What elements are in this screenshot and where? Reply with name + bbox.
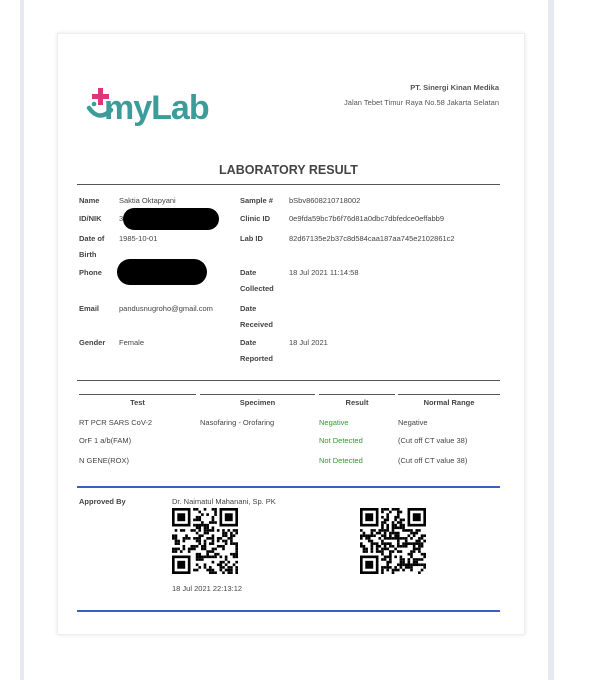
section-divider [77,486,500,488]
table-cell-test: OrF 1 a/b(FAM) [79,436,132,445]
table-cell-range: (Cut off CT value 38) [398,436,468,445]
phone-label: Phone [79,268,102,277]
email-value: pandusnugroho@gmail.com [119,304,213,313]
email-label: Email [79,304,100,313]
table-cell-test: N GENE(ROX) [79,456,130,465]
approval-timestamp: 18 Jul 2021 22:13:12 [172,584,243,593]
date-received-label-line1: Date [240,304,257,313]
report-title: LABORATORY RESULT [219,163,358,177]
signature-qr-code [172,508,238,574]
footer-divider [77,610,500,612]
table-cell-result: Not Detected [319,436,363,445]
verification-qr-code [360,508,426,574]
date-collected-label-line1: Date [240,268,257,277]
redaction-mark [117,259,207,285]
company-address: Jalan Tebet Timur Raya No.58 Jakarta Selatan [344,98,499,107]
dob-label-line2: Birth [79,250,97,259]
table-cell-result: Negative [319,418,349,427]
redaction-mark [123,208,219,230]
date-collected-value: 18 Jul 2021 11:14:58 [289,268,359,277]
idnik-label: ID/NIK [79,214,102,223]
date-received-label-line2: Received [240,320,273,329]
idnik-value: 3 [119,214,124,223]
gender-label: Gender [79,338,106,347]
column-header-specimen: Specimen [200,394,315,407]
company-name: PT. Sinergi Kinan Medika [410,83,499,92]
dob-label-line1: Date of [79,234,105,243]
date-reported-value: 18 Jul 2021 [289,338,328,347]
column-header-test: Test [79,394,196,407]
table-cell-range: (Cut off CT value 38) [398,456,468,465]
lab-id-value: 82d67135e2b37c8d584caa187aa745e2102861c2 [289,234,455,243]
date-reported-label-line2: Reported [240,354,273,363]
name-label: Name [79,196,100,205]
sample-label: Sample # [240,196,273,205]
lab-id-label: Lab ID [240,234,263,243]
page-edge-left [20,0,24,680]
patient-name: Saktia Oktapyani [119,196,176,205]
clinic-id-value: 0e9fda59bc7b6f76d81a0dbc7dbfedce0effabb9 [289,214,445,223]
info-divider [77,380,500,381]
dob-value: 1985-10-01 [119,234,158,243]
date-reported-label-line1: Date [240,338,257,347]
approver-name: Dr. Naimatul Mahanani, Sp. PK [172,497,276,506]
sample-value: bSbv8608210718002 [289,196,361,205]
page-edge-right [548,0,554,680]
table-cell-test: RT PCR SARS CoV-2 [79,418,153,427]
column-header-normal-range: Normal Range [398,394,500,407]
logo-wordmark: myLab [104,89,209,127]
date-collected-label-line2: Collected [240,284,274,293]
gender-value: Female [119,338,145,347]
approved-by-label: Approved By [79,497,126,506]
clinic-id-label: Clinic ID [240,214,271,223]
column-header-result: Result [319,394,395,407]
table-cell-range: Negative [398,418,428,427]
header-divider [77,184,500,185]
table-cell-result: Not Detected [319,456,363,465]
table-cell-specimen: Nasofaring - Orofaring [200,418,275,427]
